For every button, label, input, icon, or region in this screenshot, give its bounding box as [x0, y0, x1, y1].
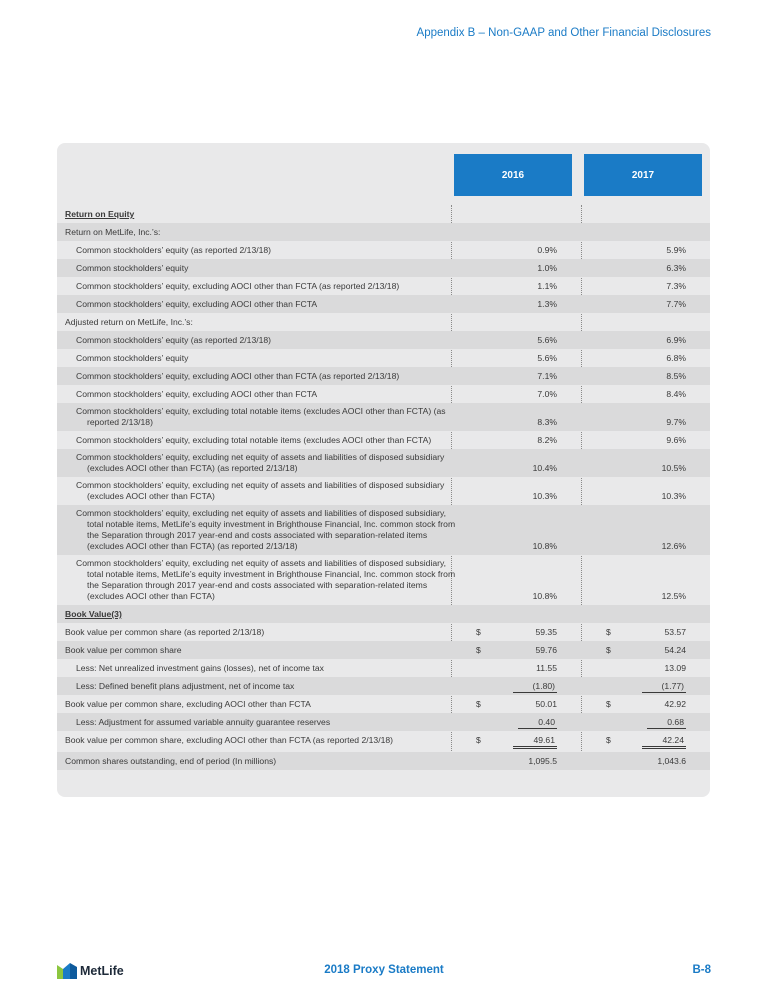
table-row	[57, 313, 710, 331]
row-label: Common stockholders’ equity, excluding total notable items (excludes AOCI other than FCTA) (as reported 2/13/18)	[76, 406, 446, 427]
value-2017: 1,043.6	[657, 756, 686, 766]
table-row	[57, 731, 710, 749]
table-row	[57, 752, 710, 770]
row-label: Common stockholders’ equity, excluding net equity of assets and liabilities of disposed subsidiary, total notable items, MetLife’s equity investment in Brighthouse Financial, Inc. common stock from the Separation through 2017 year-end and costs associated with separation-related items (excludes AOCI other than FCTA) (as reported 2/13/18)	[76, 508, 456, 551]
value-2016: 1.3%	[537, 299, 557, 309]
currency-symbol: $	[606, 735, 611, 745]
value-2016: 7.0%	[537, 389, 557, 399]
value-2017: 13.09	[664, 663, 686, 673]
value-2017: 9.6%	[666, 435, 686, 445]
table-row	[57, 259, 710, 277]
row-label: Less: Net unrealized investment gains (losses), net of income tax	[76, 663, 324, 673]
value-2017: 12.6%	[661, 541, 686, 551]
value-2016: (1.80)	[513, 681, 557, 692]
row-label: Common stockholders’ equity, excluding total notable items (excludes AOCI other than FCTA)	[76, 435, 432, 445]
value-2017: 5.9%	[666, 245, 686, 255]
value-2016: 11.55	[536, 663, 557, 673]
value-2017: 8.4%	[666, 389, 686, 399]
row-label: Common stockholders’ equity, excluding net equity of assets and liabilities of disposed subsidiary, total notable items, MetLife’s equity investment in Brighthouse Financial, Inc. common stock from the Separation through 2017 year-end and costs associated with separation-related items (excludes AOCI other than FCTA)	[76, 558, 456, 601]
row-label: Common stockholders’ equity	[76, 263, 189, 273]
value-2017: 10.3%	[661, 491, 686, 501]
table-row	[57, 205, 710, 223]
row-label: Book value per common share, excluding AOCI other than FCTA	[65, 699, 311, 709]
currency-symbol: $	[606, 699, 611, 709]
table-row	[57, 223, 710, 241]
logo-text: MetLife	[80, 964, 124, 978]
value-2016: 7.1%	[537, 371, 557, 381]
value-2017: 7.3%	[666, 281, 686, 291]
value-2017: 6.3%	[666, 263, 686, 273]
value-2017: 54.24	[664, 645, 686, 655]
row-label: Common stockholders’ equity, excluding AOCI other than FCTA (as reported 2/13/18)	[76, 371, 400, 381]
row-label: Common shares outstanding, end of period (In millions)	[65, 756, 277, 766]
footer-title: 2018 Proxy Statement	[324, 964, 444, 976]
currency-symbol: $	[476, 735, 481, 745]
currency-symbol: $	[606, 645, 611, 655]
value-2017: 42.92	[664, 699, 686, 709]
row-label: Common stockholders’ equity, excluding AOCI other than FCTA (as reported 2/13/18)	[76, 281, 400, 291]
row-label: Book value per common share	[65, 645, 182, 655]
table-row	[57, 277, 710, 295]
page-header: Appendix B – Non-GAAP and Other Financial Disclosures	[416, 27, 711, 39]
table-row	[57, 641, 710, 659]
value-2016: 0.40	[518, 717, 557, 728]
value-2016: 1.0%	[537, 263, 557, 273]
value-2017: 0.68	[647, 717, 686, 728]
table-row	[57, 295, 710, 313]
value-2016: 8.3%	[537, 417, 557, 427]
row-label: Common stockholders’ equity (as reported 2/13/18)	[76, 335, 272, 345]
financial-table-panel	[57, 143, 710, 797]
table-body	[57, 205, 710, 770]
value-2016: 59.35	[535, 627, 557, 637]
row-label: Book value per common share, excluding AOCI other than FCTA (as reported 2/13/18)	[65, 735, 394, 745]
row-label: Book Value(3)	[65, 609, 122, 619]
value-2016: 0.9%	[537, 245, 557, 255]
table-row	[57, 605, 710, 623]
page-footer	[0, 963, 768, 983]
table-row	[57, 385, 710, 403]
row-label: Common stockholders’ equity	[76, 353, 189, 363]
row-label: Adjusted return on MetLife, Inc.’s:	[65, 317, 193, 327]
value-2017: 7.7%	[666, 299, 686, 309]
value-2016: 50.01	[535, 699, 557, 709]
row-label: Less: Defined benefit plans adjustment, net of income tax	[76, 681, 295, 691]
value-2016: 49.61	[513, 735, 557, 746]
row-label: Common stockholders’ equity, excluding AOCI other than FCTA	[76, 299, 318, 309]
table-row	[57, 555, 710, 605]
value-2016: 10.8%	[532, 541, 557, 551]
value-2017: 12.5%	[661, 591, 686, 601]
row-label: Return on MetLife, Inc.’s:	[65, 227, 161, 237]
table-row	[57, 713, 710, 731]
value-2017: 8.5%	[666, 371, 686, 381]
row-label: Less: Adjustment for assumed variable annuity guarantee reserves	[76, 717, 331, 727]
table-row	[57, 349, 710, 367]
currency-symbol: $	[606, 627, 611, 637]
value-2017: 6.8%	[666, 353, 686, 363]
table-row	[57, 477, 710, 505]
value-2017: 6.9%	[666, 335, 686, 345]
table-row	[57, 659, 710, 677]
value-2017: 9.7%	[666, 417, 686, 427]
value-2016: 5.6%	[537, 335, 557, 345]
table-row	[57, 449, 710, 477]
table-row	[57, 331, 710, 349]
row-label: Return on Equity	[65, 209, 135, 219]
value-2017: 10.5%	[661, 463, 686, 473]
table-row	[57, 241, 710, 259]
value-2016: 10.3%	[532, 491, 557, 501]
table-row	[57, 431, 710, 449]
value-2016: 10.4%	[532, 463, 557, 473]
table-row	[57, 367, 710, 385]
table-row	[57, 677, 710, 695]
value-2016: 1.1%	[537, 281, 557, 291]
row-label: Common stockholders’ equity (as reported 2/13/18)	[76, 245, 272, 255]
row-label: Common stockholders’ equity, excluding net equity of assets and liabilities of disposed subsidiary (excludes AOCI other than FCTA)	[76, 480, 445, 501]
value-2016: 5.6%	[537, 353, 557, 363]
value-2017: 42.24	[642, 735, 686, 746]
page-number: B-8	[692, 964, 711, 976]
table-row	[57, 505, 710, 555]
value-2016: 1,095.5	[528, 756, 557, 766]
row-label: Book value per common share (as reported 2/13/18)	[65, 627, 265, 637]
table-row	[57, 623, 710, 641]
column-header-2017: 2017	[584, 154, 702, 196]
currency-symbol: $	[476, 627, 481, 637]
row-label: Common stockholders’ equity, excluding net equity of assets and liabilities of disposed subsidiary (excludes AOCI other than FCTA) (as reported 2/13/18)	[76, 452, 445, 473]
value-2016: 8.2%	[537, 435, 557, 445]
currency-symbol: $	[476, 699, 481, 709]
table-row	[57, 403, 710, 431]
row-label: Common stockholders’ equity, excluding AOCI other than FCTA	[76, 389, 318, 399]
column-header-2016: 2016	[454, 154, 572, 196]
table-row	[57, 695, 710, 713]
value-2017: (1.77)	[642, 681, 686, 692]
value-2016: 59.76	[535, 645, 557, 655]
currency-symbol: $	[476, 645, 481, 655]
value-2016: 10.8%	[532, 591, 557, 601]
value-2017: 53.57	[664, 627, 686, 637]
